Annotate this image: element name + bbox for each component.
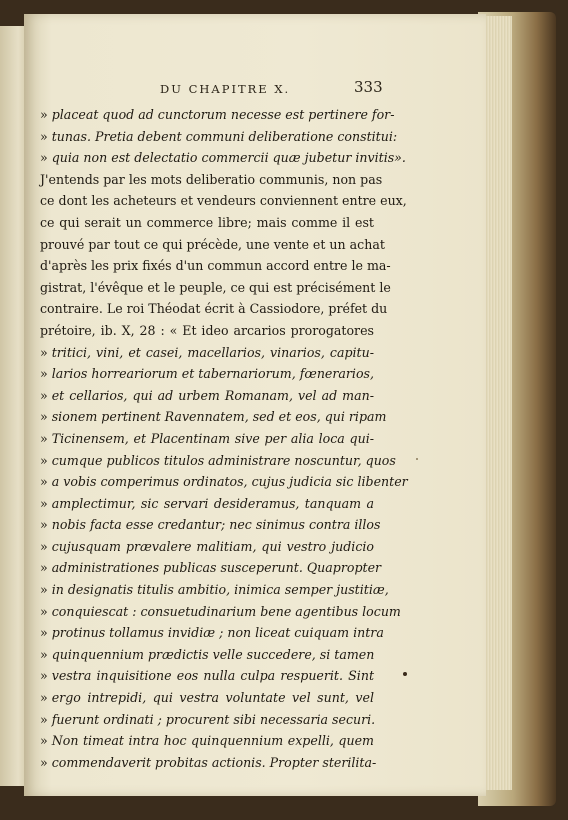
quote-mark: » [40, 366, 48, 382]
quote-mark: » [40, 646, 48, 662]
text-line [40, 385, 374, 407]
page-number: 333 [354, 78, 383, 96]
text-line [40, 320, 374, 342]
text-line [40, 147, 406, 169]
line-text: conquiescat : consuetudinarium bene agentibus locum [51, 603, 401, 619]
line-text: cumque publicos titulos administrare noscuntur, quos [51, 452, 396, 468]
line-text: protinus tollamus invidiæ ; non liceat cuiquam intra [51, 625, 384, 641]
text-line [40, 428, 374, 450]
line-text: sionem pertinent Ravennatem, sed et eos, qui ripam [51, 409, 387, 425]
quote-mark: » [40, 733, 48, 749]
running-head [62, 78, 392, 106]
line-text: administrationes publicas susceperunt. Quapropter [51, 560, 382, 576]
line-text: J'entends par les mots deliberatio communis, non pas [40, 171, 383, 187]
line-text: Non timeat intra hoc quinquennium expelli, quem [51, 733, 374, 749]
line-text: Ticinensem, et Placentinam sive per alia loca qui- [51, 430, 374, 446]
text-line [40, 730, 374, 752]
text-line [40, 471, 408, 493]
quote-mark: » [40, 452, 48, 468]
quote-mark: » [40, 582, 48, 598]
text-line [40, 536, 374, 558]
text-line [40, 104, 395, 126]
line-text: fuerunt ordinati ; procurent sibi necessaria securi. [51, 711, 376, 727]
text-line [40, 298, 388, 320]
line-text: ce dont les acheteurs et vendeurs conviennent entre eux, [40, 193, 407, 209]
quote-mark: » [40, 344, 48, 360]
quote-mark: » [40, 538, 48, 554]
facing-page-edge [0, 26, 26, 786]
line-text: cujusquam prævalere malitiam, qui vestro judicio [51, 538, 374, 554]
text-line [40, 255, 391, 277]
quote-mark: » [40, 409, 48, 425]
line-text: ergo intrepidi, qui vestra voluntate vel sunt, vel [51, 690, 374, 706]
quote-mark: » [40, 128, 48, 144]
text-line [40, 579, 389, 601]
line-text: amplectimur, sic servari desideramus, tanquam a [51, 495, 374, 511]
body-text [40, 104, 408, 773]
line-text: commendaverit probitas actionis. Propter sterilita- [51, 754, 377, 770]
text-line [40, 514, 381, 536]
quote-mark: » [40, 517, 48, 533]
text-line [40, 169, 383, 191]
text-line [40, 493, 374, 515]
text-line [40, 342, 374, 364]
quote-mark: » [40, 560, 48, 576]
line-text: prouvé par tout ce qui précède, une vente et un achat [40, 236, 385, 252]
ink-spot [403, 672, 407, 676]
line-text: contraire. Le roi Théodat écrit à Cassiodore, préfet du [40, 301, 388, 317]
quote-mark: » [40, 754, 48, 770]
quote-mark: » [40, 495, 48, 511]
text-line [40, 687, 374, 709]
quote-mark: » [40, 690, 48, 706]
quote-mark: » [40, 474, 48, 490]
text-line [40, 601, 401, 623]
text-line [40, 406, 387, 428]
line-text: ce qui serait un commerce libre; mais comme il est [40, 214, 374, 230]
line-text: tritici, vini, et casei, macellarios, vinarios, capitu- [51, 344, 374, 360]
line-text: gistrat, l'évêque et le peuple, ce qui est précisément le [40, 279, 391, 295]
text-line [40, 277, 391, 299]
text-line [40, 622, 384, 644]
line-text: tunas. Pretia debent communi deliberatione constitui: [51, 128, 398, 144]
line-text: quinquennium prædictis velle succedere, si tamen [51, 646, 375, 662]
quote-mark: » [40, 430, 48, 446]
line-text: vestra inquisitione eos nulla culpa respuerit. Sint [51, 668, 374, 684]
text-line [40, 709, 374, 731]
line-text: a vobis comperimus ordinatos, cujus judicia sic libenter [51, 474, 408, 490]
running-title: DU CHAPITRE X. [160, 82, 291, 96]
text-line [40, 665, 374, 687]
text-line [40, 557, 382, 579]
text-line [40, 644, 374, 666]
text-line [40, 126, 398, 148]
quote-mark: » [40, 107, 48, 122]
line-text: in designatis titulis ambitio, inimica semper justitiæ, [51, 582, 389, 598]
line-text: quia non est delectatio commercii quæ jubetur invitis». [51, 150, 406, 166]
quote-mark: » [40, 625, 48, 641]
text-line [40, 234, 385, 256]
line-text: d'après les prix fixés d'un commun accord entre le ma- [40, 258, 391, 274]
quote-mark: » [40, 150, 48, 166]
line-text: larios horreariorum et tabernariorum, fœnerarios, [51, 366, 375, 382]
text-line [40, 190, 407, 212]
text-line [40, 212, 374, 234]
line-text: et cellarios, qui ad urbem Romanam, vel ad man- [51, 387, 374, 403]
ink-spot [416, 458, 418, 460]
quote-mark: » [40, 387, 48, 403]
quote-mark: » [40, 603, 48, 619]
line-text: placeat quod ad cunctorum necesse est pertinere for- [51, 107, 395, 122]
text-line [40, 363, 374, 385]
text-line [40, 450, 396, 472]
line-text: nobis facta esse credantur; nec sinimus contra illos [51, 517, 381, 533]
quote-mark: » [40, 668, 48, 684]
quote-mark: » [40, 711, 48, 727]
line-text: prétoire, ib. X, 28 : « Et ideo arcarios prorogatores [40, 322, 374, 338]
text-line [40, 752, 377, 774]
